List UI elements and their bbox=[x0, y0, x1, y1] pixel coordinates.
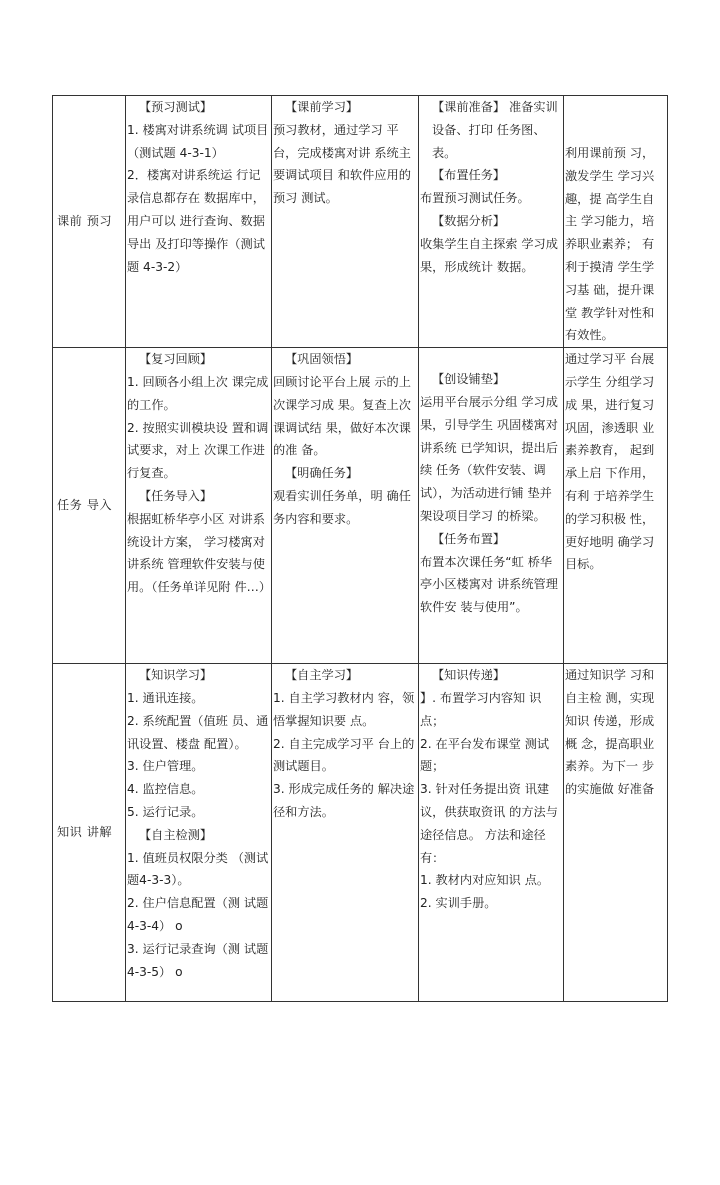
cell-text-line: 收集学生自主探索 学习成果，形成统计 数据。 bbox=[420, 236, 558, 274]
cell-text-line: 回顾讨论平台上展 示的上次课学习成 果。复查上次课调试结 果，做好本次课的准 备。 bbox=[273, 374, 411, 458]
cell-text-line: 3. 运行记录查询（测 试题 4-3-5） o bbox=[127, 941, 269, 979]
student-test-cell bbox=[126, 96, 272, 348]
cell-text-line: 3. 住户管理。 bbox=[127, 759, 204, 774]
section-heading: 【任务布置】 bbox=[432, 531, 506, 546]
cell-text-line: 1. 通讯连接。 bbox=[127, 690, 204, 705]
cell-text-line: 2. 按照实训模块设 置和调试要求，对上 次课工作进行复查。 bbox=[127, 420, 269, 481]
section-heading: 【预习测试】 bbox=[139, 100, 213, 114]
table-body bbox=[53, 96, 668, 1002]
table-row bbox=[53, 664, 668, 1002]
section-heading: 【课前准备】 准备实训设备、打印 任务图、表。 bbox=[432, 100, 558, 160]
cell-text-line: 】. 布置学习内容知 识点； bbox=[420, 690, 542, 728]
design-intent-cell: 通过知识学 习和自主检 测，实现知识 传递，形成概 念，提高职业 素养。为下一 步的实施做 好准备 bbox=[564, 664, 668, 1002]
cell-text-line: 1. 回顾各小组上次 课完成的工作。 bbox=[127, 374, 269, 412]
cell-text-line: 2. 自主完成学习平 台上的测试题目。 bbox=[273, 736, 415, 774]
section-heading: 【创设铺垫】 bbox=[432, 372, 506, 387]
design-intent-cell: 利用课前预 习，激发学生 学习兴趣，提 高学生自主 学习能力，培养职业素养； 有利于摸清 学生学习基 础，提升课堂 教学针对性和有效性。 bbox=[564, 96, 668, 348]
section-heading: 【自主检测】 bbox=[139, 827, 213, 842]
stage-cell: 任务 导入 bbox=[53, 348, 126, 664]
teacher-activity-cell bbox=[419, 96, 564, 348]
section-heading: 【课前学习】 bbox=[285, 100, 359, 114]
cell-text-line: 1. 教材内对应知识 点。 bbox=[420, 873, 550, 888]
cell-text-line: 2．楼寓对讲系统运 行记录信息都存在 数据库中，用户可以 进行查询、数据导出 及打印等操作（测试 题 4-3-2） bbox=[127, 168, 265, 274]
cell-text-line: 1. 自主学习教材内 容，领悟掌握知识要 点。 bbox=[273, 690, 415, 728]
cell-text-line: 2. 系统配置（值班 员、通讯设置、楼盘 配置）。 bbox=[127, 713, 269, 751]
teacher-activity-cell bbox=[419, 348, 564, 664]
section-heading: 【知识传递】 bbox=[432, 668, 506, 683]
student-test-cell bbox=[126, 664, 272, 1002]
student-activity-cell bbox=[272, 96, 419, 348]
cell-text-line: 根据虹桥华亭小区 对讲系统设计方案， 学习楼寓对讲系统 管理软件安装与使 用。（任务单详见附 件…） bbox=[127, 511, 272, 595]
section-heading: 【自主学习】 bbox=[285, 668, 359, 683]
section-heading: 【数据分析】 bbox=[432, 213, 506, 228]
cell-text-line: 2. 在平台发布课堂 测试题； bbox=[420, 736, 550, 774]
cell-text-line: 2. 住户信息配置（测 试题 4-3-4） o bbox=[127, 896, 269, 933]
table-row bbox=[53, 96, 668, 348]
cell-text-line: 运用平台展示分组 学习成果，引导学生 巩固楼寓对讲系统 已学知识，提出后续 任务（软件安装、调 试），为活动进行铺 垫并架设项目学习 的桥梁。 bbox=[420, 394, 558, 523]
teacher-activity-cell bbox=[419, 664, 564, 1002]
student-activity-cell bbox=[272, 348, 419, 664]
section-heading: 【复习回顾】 bbox=[139, 352, 213, 367]
cell-text-line: 布置预习测试任务。 bbox=[420, 191, 530, 206]
cell-text-line: 3. 形成完成任务的 解决途径和方法。 bbox=[273, 782, 415, 819]
section-heading: 【巩固领悟】 bbox=[285, 352, 359, 367]
cell-text-line: 3. 针对任务提出资 讯建议，供获取资讯 的方法与途径信息。 方法和途径有： bbox=[420, 782, 558, 865]
stage-cell: 知识 讲解 bbox=[53, 664, 126, 1002]
lesson-plan-table bbox=[52, 95, 668, 1002]
cell-text-line: 5. 运行记录。 bbox=[127, 804, 204, 819]
cell-text-line: 布置本次课任务“虹 桥华亭小区楼寓对 讲系统管理软件安 装与使用”。 bbox=[420, 554, 558, 615]
section-heading: 【任务导入】 bbox=[139, 488, 213, 503]
stage-cell: 课前 预习 bbox=[53, 96, 126, 348]
cell-text-line: 观看实训任务单，明 确任务内容和要求。 bbox=[273, 488, 411, 526]
cell-text-line: 1. 值班员权限分类 （测试题4-3-3）。 bbox=[127, 850, 269, 888]
student-activity-cell bbox=[272, 664, 419, 1002]
cell-text-line: 1. 楼寓对讲系统调 试项目（测试题 4-3-1） bbox=[127, 122, 269, 160]
section-heading: 【明确任务】 bbox=[285, 466, 359, 481]
cell-text-line: 4. 监控信息。 bbox=[127, 782, 204, 797]
cell-text-line: 预习教材，通过学习 平台，完成楼寓对讲 系统主要调试项目 和软件应用的预习 测试。 bbox=[273, 122, 411, 206]
design-intent-cell: 通过学习平 台展示学生 分组学习成 果，进行复习 巩固，渗透职 业素养教育， 起到承上启 下作用，有利 于培养学生的学习积极 性，更好地明 确学习目标。 bbox=[564, 348, 668, 664]
section-heading: 【知识学习】 bbox=[139, 668, 213, 683]
student-test-cell bbox=[126, 348, 272, 664]
section-heading: 【布置任务】 bbox=[432, 168, 506, 183]
cell-text-line: 2. 实训手册。 bbox=[420, 896, 497, 911]
table-row bbox=[53, 348, 668, 664]
